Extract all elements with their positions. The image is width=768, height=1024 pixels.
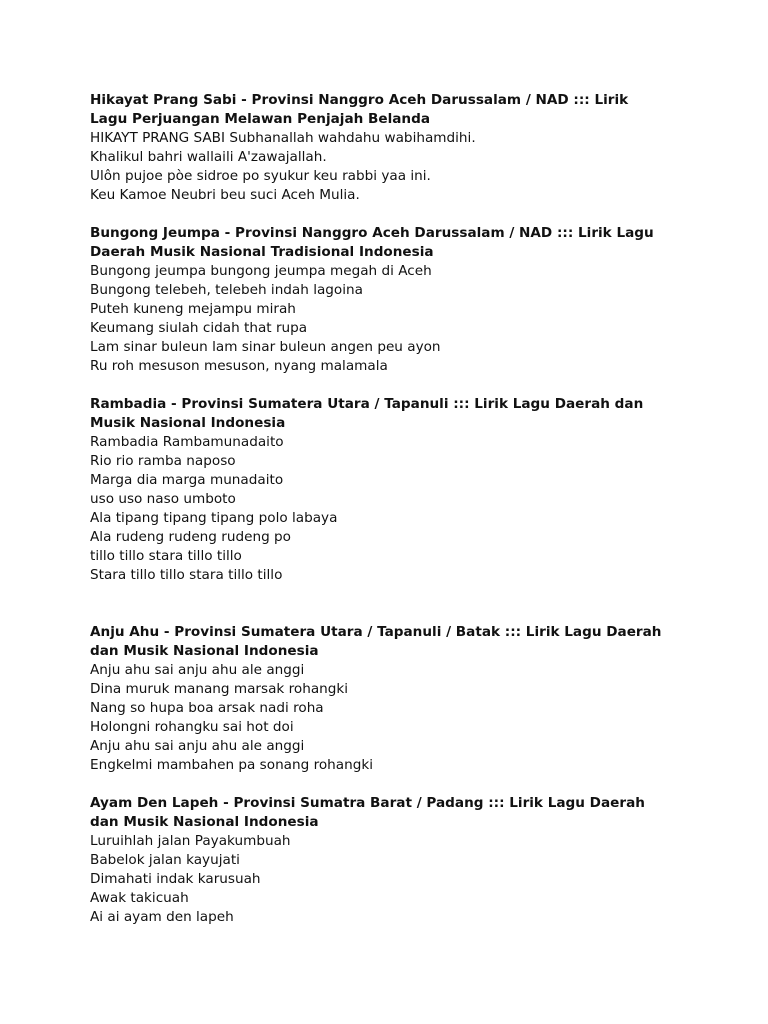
lyric-line: Bungong telebeh, telebeh indah lagoina: [90, 282, 363, 298]
lyric-line: Bungong jeumpa bungong jeumpa megah di Aceh: [90, 263, 432, 279]
lyric-line: Keu Kamoe Neubri beu suci Aceh Mulia.: [90, 187, 360, 203]
lyric-line: Rio rio ramba naposo: [90, 453, 236, 469]
lyric-line: Rambadia Rambamunadaito: [90, 434, 284, 450]
song-title-line: Hikayat Prang Sabi - Provinsi Nanggro Aceh Darussalam / NAD ::: Lirik: [90, 92, 629, 108]
song-rambadia: [90, 395, 730, 585]
document-page: [90, 91, 730, 927]
lyric-line: Luruihlah jalan Payakumbuah: [90, 833, 291, 849]
lyric-line: Awak takicuah: [90, 890, 189, 906]
lyric-line: Ala rudeng rudeng rudeng po: [90, 529, 291, 545]
lyric-line: HIKAYT PRANG SABI Subhanallah wahdahu wabihamdihi.: [90, 130, 476, 146]
song-title-line: Rambadia - Provinsi Sumatera Utara / Tapanuli ::: Lirik Lagu Daerah dan: [90, 396, 644, 412]
song-title-line: Daerah Musik Nasional Tradisional Indonesia: [90, 244, 434, 260]
song-bungong-jeumpa: [90, 224, 730, 376]
lyric-line: Lam sinar buleun lam sinar buleun angen peu ayon: [90, 339, 441, 355]
song-title-line: Lagu Perjuangan Melawan Penjajah Belanda: [90, 111, 431, 127]
lyric-line: Holongni rohangku sai hot doi: [90, 719, 294, 735]
lyric-line: Marga dia marga munadaito: [90, 472, 284, 488]
song-title-line: Bungong Jeumpa - Provinsi Nanggro Aceh Darussalam / NAD ::: Lirik Lagu: [90, 225, 654, 241]
lyric-line: Khalikul bahri wallaili A'zawajallah.: [90, 149, 327, 165]
section-spacer: [90, 775, 730, 794]
lyric-line: Ru roh mesuson mesuson, nyang malamala: [90, 358, 388, 374]
lyric-line: Anju ahu sai anju ahu ale anggi: [90, 738, 305, 754]
section-spacer: [90, 376, 730, 395]
section-spacer: [90, 205, 730, 224]
lyric-line: Nang so hupa boa arsak nadi roha: [90, 700, 324, 716]
song-title-line: dan Musik Nasional Indonesia: [90, 643, 319, 659]
song-title-line: Musik Nasional Indonesia: [90, 415, 286, 431]
lyric-line: uso uso naso umboto: [90, 491, 236, 507]
lyric-line: Keumang siulah cidah that rupa: [90, 320, 308, 336]
lyric-line: Engkelmi mambahen pa sonang rohangki: [90, 757, 374, 773]
lyric-line: tillo tillo stara tillo tillo: [90, 548, 242, 564]
song-title-line: Anju Ahu - Provinsi Sumatera Utara / Tapanuli / Batak ::: Lirik Lagu Daerah: [90, 624, 662, 640]
song-title-line: Ayam Den Lapeh - Provinsi Sumatra Barat / Padang ::: Lirik Lagu Daerah: [90, 795, 645, 811]
lyric-line: Dimahati indak karusuah: [90, 871, 261, 887]
song-anju-ahu: [90, 623, 730, 775]
song-title-line: dan Musik Nasional Indonesia: [90, 814, 319, 830]
song-hikayat-prang-sabi: [90, 91, 730, 205]
lyric-line: Puteh kuneng mejampu mirah: [90, 301, 296, 317]
lyric-line: Anju ahu sai anju ahu ale anggi: [90, 662, 305, 678]
lyric-line: Ulôn pujoe pòe sidroe po syukur keu rabbi yaa ini.: [90, 168, 431, 184]
lyric-line: Stara tillo tillo stara tillo tillo: [90, 567, 283, 583]
lyric-line: Dina muruk manang marsak rohangki: [90, 681, 349, 697]
section-spacer: [90, 585, 730, 623]
song-ayam-den-lapeh: [90, 794, 730, 927]
lyric-line: Ai ai ayam den lapeh: [90, 909, 234, 925]
lyric-line: Ala tipang tipang tipang polo labaya: [90, 510, 338, 526]
lyric-line: Babelok jalan kayujati: [90, 852, 240, 868]
